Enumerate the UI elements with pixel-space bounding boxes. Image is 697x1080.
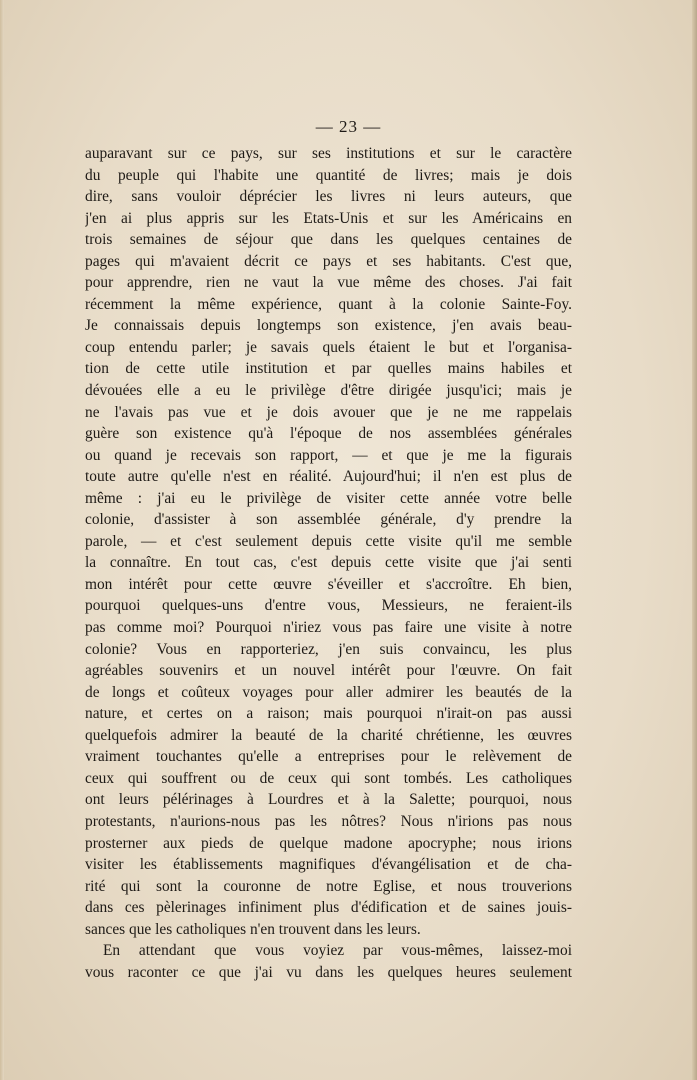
text-line: colonie, d'assister à son assemblée générale, d'y prendre la: [85, 511, 572, 529]
text-line: protestants, n'aurions-nous pas les nôtres? Nous n'irions pas nous: [85, 812, 572, 830]
text-line: de longs et coûteux voyages pour aller admirer les beautés de la: [85, 683, 572, 701]
text-line: récemment la même expérience, quant à la colonie Sainte-Foy.: [85, 295, 572, 313]
page-right-edge: [692, 0, 697, 1080]
text-line: pourquoi quelques-uns d'entre vous, Messieurs, ne feraient-ils: [85, 597, 572, 615]
text-line: prosterner aux pieds de quelque madone apocryphe; nous irions: [85, 834, 572, 852]
text-line: dans ces pèlerinages infiniment plus d'édification et de saines jouis-: [85, 899, 572, 917]
text-line: ou quand je recevais son rapport, — et que je me la figurais: [85, 446, 572, 464]
body-text: [85, 143, 572, 983]
text-line: dire, sans vouloir déprécier les livres ni leurs auteurs, que: [85, 188, 572, 206]
page-left-edge: [0, 0, 4, 1080]
text-line: visiter les établissements magnifiques d'évangélisation et de cha-: [85, 856, 572, 874]
text-line: rité qui sont la couronne de notre Eglise, et nous trouverions: [85, 877, 572, 895]
text-line: dévouées elle a eu le privilège d'être dirigée jusqu'ici; mais je: [85, 382, 572, 400]
text-line: du peuple qui l'habite une quantité de livres; mais je dois: [85, 166, 572, 184]
text-line: colonie? Vous en rapporteriez, j'en suis convaincu, les plus: [85, 640, 572, 658]
text-line: agréables souvenirs et un nouvel intérêt pour l'œuvre. On fait: [85, 662, 572, 680]
text-line: nature, et certes on a raison; mais pourquoi n'irait-on pas aussi: [85, 705, 572, 723]
text-line: pour apprendre, rien ne vaut la vue même des choses. J'ai fait: [85, 274, 572, 292]
text-line: trois semaines de séjour que dans les quelques centaines de: [85, 231, 572, 249]
text-line: pas comme moi? Pourquoi n'iriez vous pas faire une visite à notre: [85, 619, 572, 637]
text-line: parole, — et c'est seulement depuis cette visite qu'il me semble: [85, 532, 572, 550]
text-line: vraiment touchantes qu'elle a entreprises pour le relèvement de: [85, 748, 572, 766]
text-line: mon intérêt pour cette œuvre s'éveiller et s'accroître. Eh bien,: [85, 575, 572, 593]
text-line: pages qui m'avaient décrit ce pays et ses habitants. C'est que,: [85, 252, 572, 270]
text-line: quelquefois admirer la beauté de la charité chrétienne, les œuvres: [85, 726, 572, 744]
text-line: toute autre qu'elle n'est en réalité. Aujourd'hui; il n'en est plus de: [85, 468, 572, 486]
text-line: guère son existence qu'à l'époque de nos assemblées générales: [85, 425, 572, 443]
text-line: j'en ai plus appris sur les Etats-Unis et sur les Américains en: [85, 209, 572, 227]
text-line: ne l'avais pas vue et je dois avouer que je ne me rappelais: [85, 403, 572, 421]
text-line: tion de cette utile institution et par quelles mains habiles et: [85, 360, 572, 378]
text-line: En attendant que vous voyiez par vous-mêmes, laissez-moi: [103, 942, 572, 960]
text-line: ceux qui souffrent ou de ceux qui sont tombés. Les catholiques: [85, 769, 572, 787]
text-line: la connaître. En tout cas, c'est depuis cette visite que j'ai senti: [85, 554, 572, 572]
text-line: Je connaissais depuis longtemps son existence, j'en avais beau-: [85, 317, 572, 335]
text-line: ont leurs pélérinages à Lourdres et à la Salette; pourquoi, nous: [85, 791, 572, 809]
page-number: — 23 —: [315, 117, 382, 136]
text-line: même : j'ai eu le privilège de visiter cette année votre belle: [85, 489, 572, 507]
text-line: vous raconter ce que j'ai vu dans les quelques heures seulement: [85, 963, 572, 981]
text-line: coup entendu parler; je savais quels étaient le but et l'organisa-: [85, 338, 572, 356]
text-line: sances que les catholiques n'en trouvent dans les leurs.: [85, 920, 421, 938]
text-line: auparavant sur ce pays, sur ses institutions et sur le caractère: [85, 145, 572, 162]
